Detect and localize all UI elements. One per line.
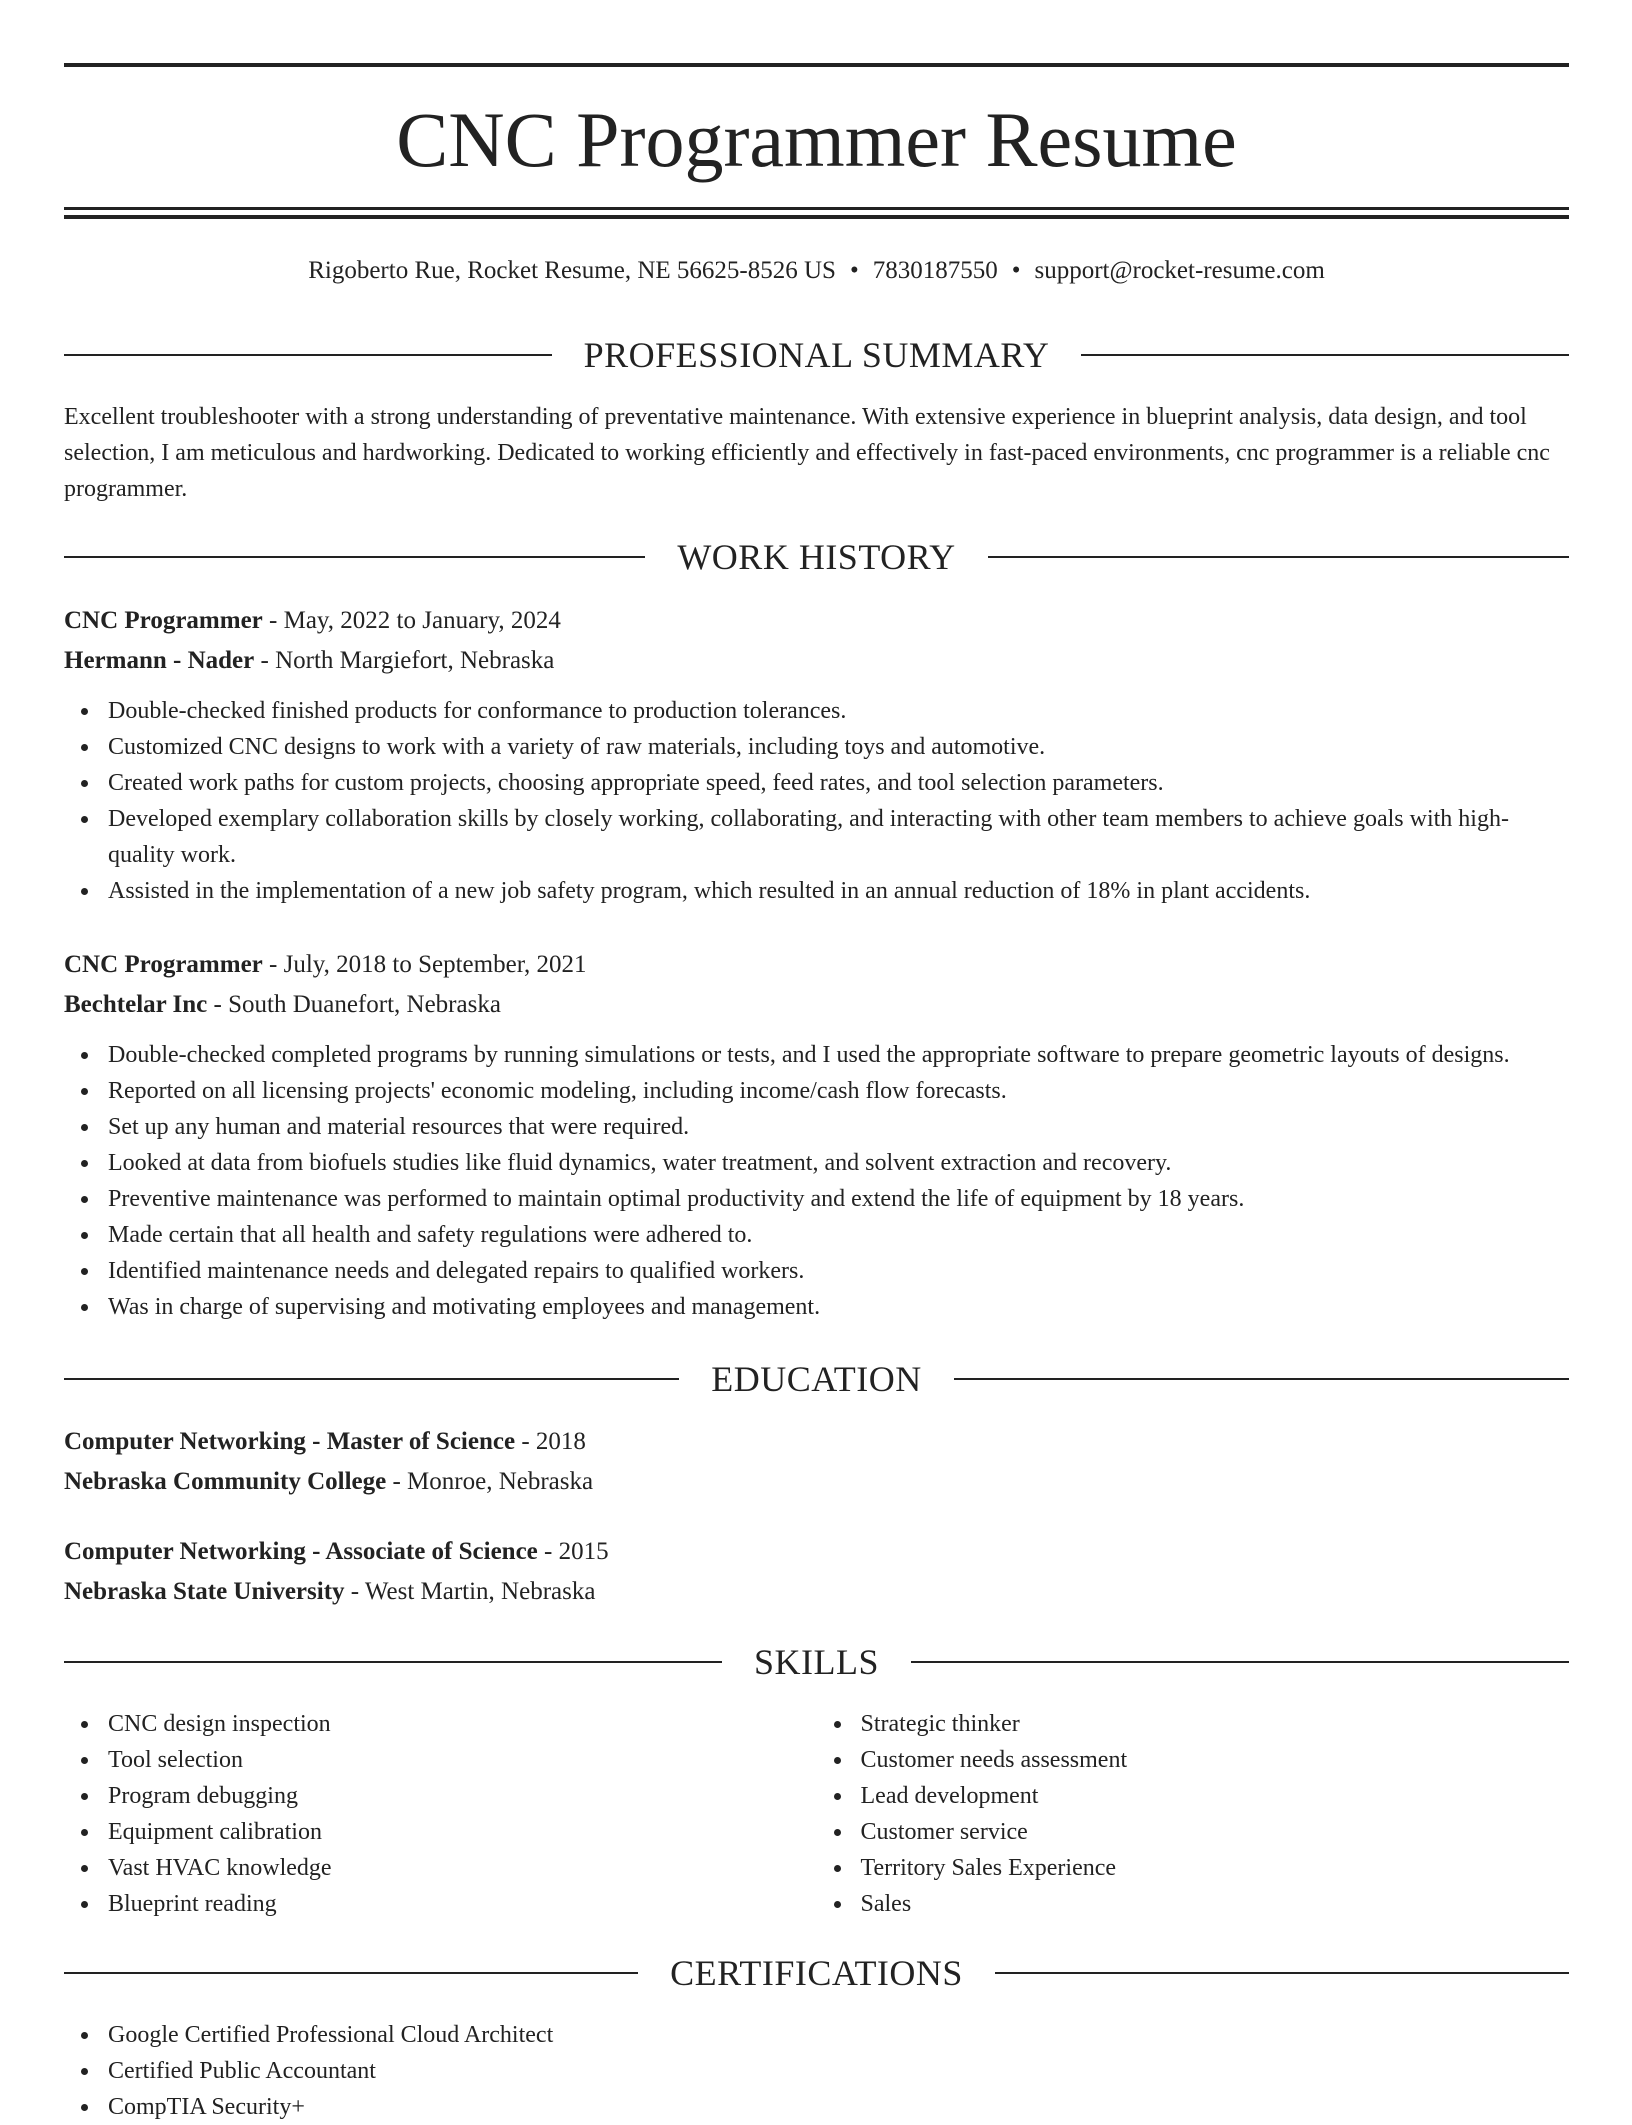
- heading-rule: [988, 556, 1569, 558]
- list-item: Reported on all licensing projects' economic modeling, including income/cash flow forecasts.: [108, 1073, 1569, 1109]
- job-bullets: [64, 693, 1569, 909]
- top-rule: [64, 63, 1569, 67]
- contact-email: support@rocket-resume.com: [1034, 257, 1325, 284]
- school-location: - West Martin, Nebraska: [344, 1578, 596, 1605]
- list-item: CompTIA Security+: [108, 2089, 1569, 2125]
- list-item: Customer service: [861, 1814, 1570, 1850]
- list-item: Google Certified Professional Cloud Architect: [108, 2017, 1569, 2053]
- job-entry: [64, 601, 1569, 909]
- education-entry: [64, 1532, 1569, 1612]
- list-item: Lead development: [861, 1778, 1570, 1814]
- list-item: Tool selection: [108, 1742, 817, 1778]
- list-item: Equipment calibration: [108, 1814, 817, 1850]
- list-item: Certified Public Accountant: [108, 2053, 1569, 2089]
- list-item: Developed exemplary collaboration skills by closely working, collaborating, and interacting with other team members to achieve goals with high-quality work.: [108, 801, 1569, 873]
- contact-address: Rigoberto Rue, Rocket Resume, NE 56625-8526 US: [308, 257, 836, 284]
- job-bullets: [64, 1037, 1569, 1325]
- list-item: Program debugging: [108, 1778, 817, 1814]
- skills-list-left: [64, 1706, 817, 1922]
- job-location: - North Margiefort, Nebraska: [254, 647, 555, 674]
- job-company: Hermann - Nader: [64, 647, 255, 674]
- job-company-line: [64, 641, 1569, 681]
- heading-rule: [64, 1661, 722, 1663]
- degree: Computer Networking - Master of Science: [64, 1428, 516, 1455]
- school-line: [64, 1572, 1569, 1612]
- list-item: Set up any human and material resources that were required.: [108, 1109, 1569, 1145]
- list-item: Identified maintenance needs and delegated repairs to qualified workers.: [108, 1253, 1569, 1289]
- list-item: Was in charge of supervising and motivating employees and management.: [108, 1289, 1569, 1325]
- title-rule-lower: [64, 215, 1569, 219]
- school-line: [64, 1462, 1569, 1502]
- section-heading-skills: [64, 1642, 1569, 1682]
- title-rule-upper: [64, 207, 1569, 210]
- list-item: Territory Sales Experience: [861, 1850, 1570, 1886]
- section-heading-summary: [64, 335, 1569, 375]
- job-location: - South Duanefort, Nebraska: [207, 991, 501, 1018]
- list-item: Preventive maintenance was performed to maintain optimal productivity and extend the life of equipment by 18 years.: [108, 1181, 1569, 1217]
- heading-rule: [911, 1661, 1569, 1663]
- list-item: Looked at data from biofuels studies like fluid dynamics, water treatment, and solvent extraction and recovery.: [108, 1145, 1569, 1181]
- certifications-list: [64, 2017, 1569, 2125]
- heading-rule: [64, 354, 552, 356]
- section-title: PROFESSIONAL SUMMARY: [583, 335, 1050, 375]
- contact-separator: •: [849, 257, 859, 284]
- degree-line: [64, 1422, 1569, 1462]
- list-item: Double-checked finished products for conformance to production tolerances.: [108, 693, 1569, 729]
- job-title-line: [64, 945, 1569, 985]
- list-item: Strategic thinker: [861, 1706, 1570, 1742]
- list-item: CNC design inspection: [108, 1706, 817, 1742]
- section-title: WORK HISTORY: [677, 537, 956, 577]
- page-title: CNC Programmer Resume: [396, 96, 1237, 183]
- section-heading-work: [64, 537, 1569, 577]
- heading-rule: [64, 1972, 638, 1974]
- degree: Computer Networking - Associate of Science: [64, 1538, 538, 1565]
- degree-line: [64, 1532, 1569, 1572]
- heading-rule: [64, 1378, 679, 1380]
- job-role: CNC Programmer: [64, 951, 263, 978]
- section-heading-certifications: [64, 1953, 1569, 1993]
- degree-year: - 2018: [515, 1428, 586, 1455]
- degree-year: - 2015: [537, 1538, 609, 1565]
- section-title: EDUCATION: [711, 1359, 922, 1399]
- contact-line: [64, 256, 1569, 286]
- summary-block: [64, 399, 1569, 507]
- summary-text: Excellent troubleshooter with a strong understanding of preventative maintenance. With extensive experience in blueprint analysis, data design, and tool selection, I am meticulous and hardworking. Dedicated to working efficiently and effectively in fast-paced environments, cnc programmer is a reliable cnc programmer.: [64, 404, 1550, 502]
- section-heading-education: [64, 1359, 1569, 1399]
- list-item: Assisted in the implementation of a new job safety program, which resulted in an annual reduction of 18% in plant accidents.: [108, 873, 1569, 909]
- heading-rule: [64, 556, 645, 558]
- school-location: - Monroe, Nebraska: [386, 1468, 594, 1495]
- job-company-line: [64, 985, 1569, 1025]
- skills-columns: [64, 1706, 1569, 1922]
- job-company: Bechtelar Inc: [64, 991, 208, 1018]
- school: Nebraska State University: [64, 1578, 345, 1605]
- school: Nebraska Community College: [64, 1468, 387, 1495]
- list-item: Sales: [861, 1886, 1570, 1922]
- list-item: Vast HVAC knowledge: [108, 1850, 817, 1886]
- section-title: SKILLS: [754, 1642, 880, 1682]
- heading-rule: [1081, 354, 1569, 356]
- job-entry: [64, 945, 1569, 1325]
- list-item: Double-checked completed programs by running simulations or tests, and I used the appropriate software to prepare geometric layouts of designs.: [108, 1037, 1569, 1073]
- job-role: CNC Programmer: [64, 607, 263, 634]
- heading-rule: [995, 1972, 1569, 1974]
- job-dates: - May, 2022 to January, 2024: [262, 607, 561, 634]
- contact-phone: 7830187550: [872, 257, 998, 284]
- section-title: CERTIFICATIONS: [670, 1953, 963, 1993]
- job-dates: - July, 2018 to September, 2021: [262, 951, 587, 978]
- list-item: Blueprint reading: [108, 1886, 817, 1922]
- heading-rule: [954, 1378, 1569, 1380]
- contact-separator: •: [1011, 257, 1021, 284]
- certifications-block: [64, 2017, 1569, 2125]
- skills-list-right: [817, 1706, 1570, 1922]
- list-item: Created work paths for custom projects, choosing appropriate speed, feed rates, and tool selection parameters.: [108, 765, 1569, 801]
- list-item: Customer needs assessment: [861, 1742, 1570, 1778]
- list-item: Made certain that all health and safety regulations were adhered to.: [108, 1217, 1569, 1253]
- job-title-line: [64, 601, 1569, 641]
- education-entry: [64, 1422, 1569, 1502]
- list-item: Customized CNC designs to work with a variety of raw materials, including toys and automotive.: [108, 729, 1569, 765]
